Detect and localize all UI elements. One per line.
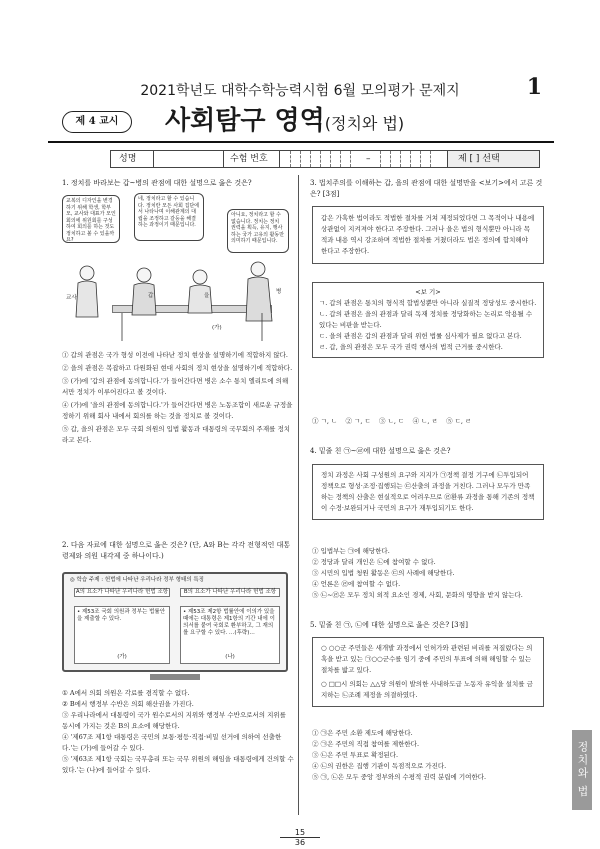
q5-options bbox=[312, 728, 544, 783]
footer-total: 36 bbox=[294, 838, 306, 847]
id-digit-box bbox=[320, 151, 330, 167]
id-label: 수험 번호 bbox=[223, 151, 275, 167]
label-byeong: 병 bbox=[276, 289, 282, 295]
id-digit-box bbox=[330, 151, 340, 167]
q2-col-a-head: A의 요소가 나타난 우리나라 헌법 조항 bbox=[75, 589, 169, 595]
label-gap: 갑 bbox=[148, 293, 154, 299]
q4-options bbox=[312, 546, 544, 601]
q3-passage-box bbox=[312, 206, 544, 264]
q5-item-2: ○ □□시 의회는 △△당 의원이 발의한 사내하도급 노동자 유익을 설치를 금지하는 ㉡조례 제정을 의결하였다. bbox=[321, 680, 533, 699]
speech-bubble-gap: 네, 정치라고 할 수 있습니다. 정치란 모든 사회 집단에서 나타나며 이해관계의 대립을 조정하고 갈등을 해결하는 과정이기 때문입니다. bbox=[134, 193, 204, 241]
q3-passage: 갑은 가혹한 법이라도 적법한 절차를 거쳐 제정되었다면 그 목적이나 내용에 상관없이 지켜져야 한다고 주장한다. 그러나 을은 법의 형식뿐만 아니라 목적과 내용 역시 강조하며 적법한 절차를 거쳤더라도 법은 정의에 합치해야 한다고 주장한다. bbox=[321, 214, 535, 255]
q2-options bbox=[62, 688, 294, 776]
q5-option-5[interactable]: ⑤ ㉠, ㉡은 모두 중앙 정부와의 수평적 권력 분립에 기여한다. bbox=[312, 773, 487, 781]
q2-col-a-text: • 제53조 국회 의원과 정부는 법률안을 제출할 수 있다. bbox=[77, 609, 166, 622]
q3-bogi-4: ㄹ. 갑, 을의 관점은 모두 국가 권력 행사의 법적 근거를 중시한다. bbox=[319, 343, 503, 351]
label-teacher: 교사 bbox=[66, 295, 77, 301]
q3-bogi-3: ㄷ. 을의 관점은 갑의 관점과 달리 위헌 법률 심사제가 필요 없다고 본다. bbox=[319, 332, 522, 340]
q1-option-1[interactable]: ① 갑의 관점은 국가 형성 이전에 나타난 정치 현상을 설명하기에 적합하지 않다. bbox=[62, 351, 288, 359]
exam-title: 2021학년도 대학수학능력시험 6월 모의평가 문제지 bbox=[140, 83, 460, 99]
select-label[interactable]: 제 [ ] 선택 bbox=[447, 151, 539, 167]
page-footer bbox=[280, 828, 320, 847]
page-number: 1 bbox=[526, 74, 542, 100]
q3-bogi-1: ㄱ. 갑의 관점은 통치의 형식적 합법성뿐만 아니라 실질적 정당성도 중시한다. bbox=[319, 299, 537, 307]
q2-col-b-label: (나) bbox=[225, 654, 235, 660]
q5-item-1: ○ ○○군 주민들은 새개발 과정에서 인허가와 관련된 비리를 저질렀다는 의혹을 받고 있는 ㉠○○군수를 임기 중에 주민의 투표에 의해 해임할 수 있는 절차를 밟고 있다. bbox=[321, 644, 533, 674]
subject-side-tab: 정치와 법 bbox=[572, 730, 592, 810]
q1-option-4[interactable]: ④ (가)에 '을의 관점에 동의합니다.'가 들어간다면 병은 노동조합이 새로운 규정을 정하기 위해 회사 내에서 회의를 하는 것을 정치로 볼 것이다. bbox=[62, 401, 293, 420]
q2-col-b-head: B의 요소가 나타난 우리나라 헌법 조항 bbox=[180, 588, 280, 597]
id-dash: – bbox=[366, 154, 371, 164]
q4-stem: 4. 밑줄 친 ㉠~㉣에 대한 설명으로 옳은 것은? bbox=[310, 447, 451, 455]
footer-page: 15 bbox=[280, 828, 320, 838]
q1-option-3[interactable]: ③ (가)에 '갑의 관점에 동의합니다.'가 들어간다면 병은 소수 통치 엘리트에 의해서만 정치가 이루어진다고 볼 것이다. bbox=[62, 377, 289, 396]
q2-option-2[interactable]: ② B에서 행정부 수반은 의회 해산권을 가진다. bbox=[62, 700, 194, 708]
id-digit-box bbox=[410, 151, 420, 167]
column-divider bbox=[298, 175, 299, 815]
speech-bubble-byeong: 아니요, 정치라고 할 수 없습니다. 정치는 정치 권력을 획득, 유지, 행사하는 국가 고유의 활동만 의미하기 때문입니다. bbox=[227, 209, 289, 253]
q4-passage-box bbox=[312, 464, 544, 520]
id-field[interactable] bbox=[279, 151, 443, 167]
q2-screen-title: ◎ 학습 주제 : 헌법에 나타난 우리나라 정부 형태의 특징 bbox=[70, 577, 204, 583]
monitor-stand bbox=[150, 674, 200, 680]
label-ga: (가) bbox=[212, 325, 222, 331]
info-bar bbox=[110, 150, 540, 168]
id-digit-box bbox=[350, 151, 360, 167]
id-digit-box bbox=[380, 151, 390, 167]
subject-sub: (정치와 법) bbox=[324, 114, 405, 133]
q1-option-2[interactable]: ② 을의 관점은 복잡하고 다원화된 현대 사회의 정치 현상을 설명하기에 적합하다. bbox=[62, 364, 293, 372]
id-digit-box bbox=[300, 151, 310, 167]
q1-illustration bbox=[62, 195, 292, 343]
q2-stem: 2. 다음 자료에 대한 설명으로 옳은 것은? (단, A와 B는 각각 전형적인 대통령제와 의원 내각제 중 하나이다.) bbox=[62, 541, 291, 560]
q3-stem: 3. 법치주의를 이해하는 갑, 을의 관점에 대한 설명만을 <보기>에서 고른 것은? [3점] bbox=[310, 179, 543, 198]
q3-bogi-title: <보 기> bbox=[415, 288, 441, 296]
q5-option-4[interactable]: ④ ㉡의 권한은 집행 기관이 독점적으로 가진다. bbox=[312, 762, 447, 770]
id-digit-box bbox=[390, 151, 400, 167]
session-badge: 제 4 교시 bbox=[62, 111, 132, 133]
q1-option-5[interactable]: ⑤ 갑, 을의 관점은 모두 국회 의원의 입법 활동과 대통령의 국무회의 주재를 정치라고 본다. bbox=[62, 425, 291, 444]
q2-option-5[interactable]: ⑤ '제63조 제1항 국회는 국무총리 또는 국무 위원의 해임을 대통령에게 건의할 수 있다.'는 (나)에 들어갈 수 있다. bbox=[62, 755, 294, 774]
q2-col-b-text: • 제53조 제2항 법률안에 이의가 있을 때에는 대통령은 제1항의 기간 내에 이의서를 붙여 국회로 환부하고, 그 재의를 요구할 수 있다. …(후략)… bbox=[183, 609, 275, 636]
q3-bogi-2: ㄴ. 갑의 관점은 을의 관점과 달리 독재 정치를 정당화하는 논리로 악용될 수 있다는 비판을 받는다. bbox=[319, 310, 533, 329]
q5-option-1[interactable]: ① ㉠은 주민 소환 제도에 해당한다. bbox=[312, 729, 413, 737]
id-digit-box bbox=[340, 151, 350, 167]
q2-option-3[interactable]: ③ 우리나라에서 대통령이 국가 원수로서의 지위와 행정부 수반으로서의 지위를 동시에 가지는 것은 B의 요소에 해당한다. bbox=[62, 711, 286, 730]
q2-col-a-label: (가) bbox=[117, 654, 127, 660]
q2-option-4[interactable]: ④ '제67조 제1항 대통령은 국민의 보통·평등·직접·비밀 선거에 의하여 선출한다.'는 (가)에 들어갈 수 있다. bbox=[62, 733, 282, 752]
q4-option-4[interactable]: ④ 언론은 ㉣에 참여할 수 없다. bbox=[312, 580, 401, 588]
q2-col-a-body bbox=[74, 606, 170, 664]
q4-option-5[interactable]: ⑤ ㉡~㉣은 모두 정치 외적 요소인 경제, 사회, 문화의 영향을 받지 않는다. bbox=[312, 591, 523, 599]
q2-screen bbox=[62, 572, 288, 672]
q4-passage: 정치 과정은 사회 구성원의 요구와 지지가 ㉠정책 결정 기구에 ㉡투입되어 정책으로 형성·조정·집행되는 ㉢산출의 과정을 거친다. 그러나 모두가 만족하는 정책의 산출은 현실적으로 어려우므로 ㉣환류 과정을 통해 기존의 정책이 수정·보완되거나 국민의 요구가 재투입되기도 한다. bbox=[321, 471, 535, 512]
subject-title bbox=[165, 100, 404, 137]
q1-stem: 1. 정치를 바라보는 갑~병의 관점에 대한 설명으로 옳은 것은? bbox=[62, 179, 252, 187]
q4-option-2[interactable]: ② 정당과 달리 개인은 ㉡에 참여할 수 없다. bbox=[312, 558, 436, 566]
q5-option-3[interactable]: ③ ㉡은 주민 투표로 확정된다. bbox=[312, 751, 399, 759]
q3-bogi-box bbox=[312, 282, 544, 358]
q5-stem: 5. 밑줄 친 ㉠, ㉡에 대한 설명으로 옳은 것은? [3점] bbox=[310, 621, 469, 629]
id-digit-box bbox=[430, 151, 440, 167]
q4-option-1[interactable]: ① 입법부는 ㉠에 해당한다. bbox=[312, 547, 390, 555]
id-digit-box bbox=[310, 151, 320, 167]
q5-passage-box bbox=[312, 637, 544, 707]
q2-option-1[interactable]: ① A에서 의회 의원은 각료를 겸직할 수 없다. bbox=[62, 689, 190, 697]
label-eul: 을 bbox=[204, 293, 210, 299]
classroom-figures-icon bbox=[62, 255, 292, 343]
q3-options[interactable]: ① ㄱ, ㄴ ② ㄱ, ㄷ ③ ㄴ, ㄷ ④ ㄴ, ㄹ ⑤ ㄷ, ㄹ bbox=[312, 417, 472, 425]
id-digit-box bbox=[290, 151, 300, 167]
q1-options bbox=[62, 350, 294, 446]
id-digit-box bbox=[400, 151, 410, 167]
id-digit-box bbox=[420, 151, 430, 167]
q2-col-b-body bbox=[180, 606, 280, 664]
q5-option-2[interactable]: ② ㉠은 주민의 직접 참여를 제한한다. bbox=[312, 740, 420, 748]
q4-option-3[interactable]: ③ 시민의 입법 청원 활동은 ㉢의 사례에 해당한다. bbox=[312, 569, 455, 577]
header-rule bbox=[48, 141, 554, 143]
name-label: 성명 bbox=[119, 154, 137, 164]
name-field[interactable] bbox=[153, 151, 221, 167]
speech-bubble-teacher: 교복의 디자인을 변경하기 위해 학생, 학부모, 교사와 대표가 모인 회의에 위원회를 구성하여 회의를 하는 것도 정치하고 볼 수 있을까요? bbox=[62, 195, 120, 243]
subject-main: 사회탐구 영역 bbox=[165, 106, 325, 136]
